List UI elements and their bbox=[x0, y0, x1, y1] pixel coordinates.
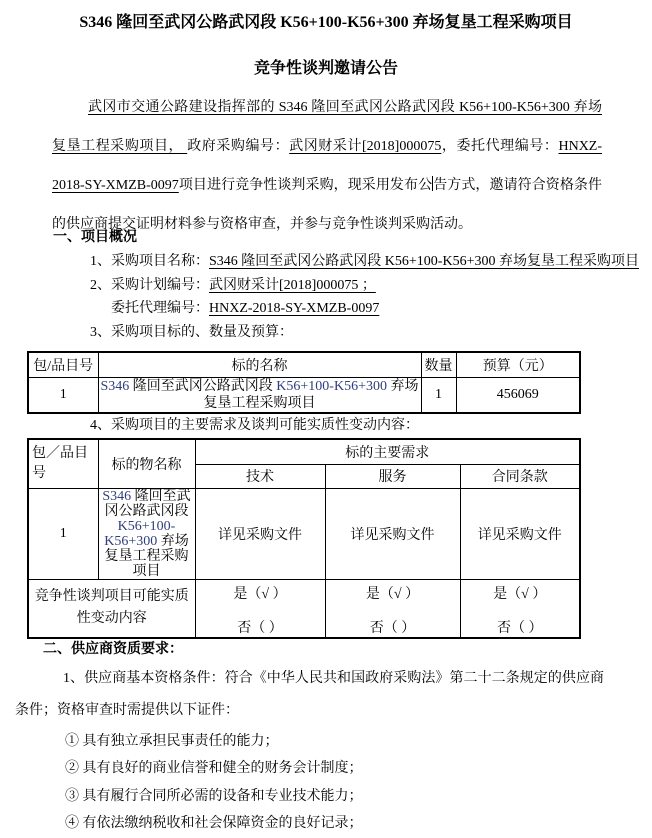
no-option: 否（ ） bbox=[237, 620, 283, 636]
table1-data-row bbox=[28, 377, 580, 413]
yes-option: 是（√ ） bbox=[493, 586, 547, 602]
intro-text-2: ，委托代理编号： bbox=[441, 139, 559, 154]
change-contract-cell bbox=[460, 579, 580, 638]
change-tech-cell bbox=[195, 579, 325, 638]
procurement-number: 武冈财采计[2018]000075 bbox=[289, 139, 442, 154]
change-service-cell bbox=[325, 579, 460, 638]
item2b-label: 委托代理编号： bbox=[111, 301, 209, 316]
name-part-latin2: K56+100-K56+300 bbox=[276, 378, 387, 394]
no-option: 否（ ） bbox=[497, 620, 543, 636]
table2-header-service: 服务 bbox=[325, 464, 460, 488]
table1-header-package: 包/品目号 bbox=[28, 352, 98, 377]
announcement-type-title: 竞争性谈判邀请公告 bbox=[253, 60, 398, 77]
item-plan-number bbox=[90, 274, 652, 298]
item1-value: S346 隆回至武冈公路武冈段 K56+100-K56+300 弃场复垦工程采购项目 bbox=[209, 254, 639, 269]
item1-label: 1、采购项目名称： bbox=[90, 254, 209, 269]
intro-text: 政府采购编号： bbox=[187, 139, 290, 154]
name2-part-latin1: S346 bbox=[102, 488, 132, 504]
name-part-cjk2: 弃场复垦工程采购项目 bbox=[203, 378, 419, 411]
item-project-name bbox=[90, 250, 652, 274]
name-part-cjk1: 隆回至武冈公路武冈段 bbox=[129, 378, 277, 394]
name2-part-cjk2: 弃场复垦工程采购项目 bbox=[104, 533, 189, 579]
table2-package-no: 1 bbox=[28, 488, 98, 579]
table2-tech-value: 详见采购文件 bbox=[195, 488, 325, 579]
item-main-requirements: 4、采购项目的主要需求及谈判可能实质性变动内容： bbox=[90, 418, 419, 433]
intro-text-3b: 告方式，邀请符合资格条件的供应商提交证明材料参与资格审查，并参与竞争性谈判采购活动。 bbox=[52, 178, 602, 232]
table1-qty: 1 bbox=[421, 377, 456, 413]
item2-value: 武冈财采计[2018]000075 ； bbox=[209, 277, 376, 293]
item2-label: 2、采购计划编号： bbox=[90, 277, 209, 293]
section1-heading: 一、项目概况 bbox=[53, 230, 137, 245]
procurement-items-table bbox=[27, 351, 581, 414]
table1-header-row bbox=[28, 352, 580, 377]
table2-header-tech: 技术 bbox=[195, 464, 325, 488]
list-item: ① 具有独立承担民事责任的能力； bbox=[65, 733, 279, 749]
document-page bbox=[0, 12, 652, 838]
table2-header-name: 标的物名称 bbox=[98, 439, 195, 488]
item-agency-number bbox=[111, 297, 652, 321]
supplier-qualification-paragraph: 1、供应商基本资格条件：符合《中华人民共和国政府采购法》第二十二条规定的供应商条件；资格审查时需提供以下证件： bbox=[15, 670, 604, 718]
table1-header-qty: 数量 bbox=[421, 352, 456, 377]
name2-part-latin2: K56+100-K56+300 bbox=[104, 518, 176, 549]
intro-project-name: 武冈市交通公路建设指挥部的 S346 隆回至武冈公路武冈段 K56+100-K56+300 弃场复垦工程采购项目， bbox=[52, 100, 602, 154]
change-row-label: 竞争性谈判项目可能实质性变动内容 bbox=[28, 579, 195, 638]
table2-header-row1 bbox=[28, 439, 580, 464]
table2-data-row bbox=[28, 488, 580, 579]
table2-header-package: 包／品目号 bbox=[28, 439, 98, 488]
intro-text-3a: 项目进行竞争性谈判采购，现采用发布公 bbox=[178, 178, 433, 193]
requirements-table bbox=[27, 438, 581, 639]
list-item: ② 具有良好的商业信誉和健全的财务会计制度； bbox=[65, 761, 363, 776]
section2-heading: 二、供应商资质要求： bbox=[43, 641, 183, 657]
table2-contract-value: 详见采购文件 bbox=[460, 488, 580, 579]
list-item: ④ 有依法缴纳税收和社会保障资金的良好记录； bbox=[65, 816, 363, 831]
table1-subject-name bbox=[98, 377, 421, 413]
name-part-latin1: S346 bbox=[100, 378, 130, 394]
table2-change-row bbox=[28, 579, 580, 638]
agency-number: HNXZ-2018-SY-XMZB-0097 bbox=[52, 139, 603, 193]
item2b-value: HNXZ-2018-SY-XMZB-0097 bbox=[209, 301, 380, 316]
table2-subject-name bbox=[98, 488, 195, 579]
no-option: 否（ ） bbox=[369, 620, 416, 636]
item-subject-qty-budget: 3、采购项目标的、数量及预算： bbox=[90, 324, 293, 340]
yes-option: 是（√ ） bbox=[365, 586, 420, 602]
intro-paragraph bbox=[52, 88, 602, 244]
table2-header-main-requirements: 标的主要需求 bbox=[195, 439, 580, 464]
qualification-list bbox=[65, 728, 652, 838]
table2-service-value: 详见采购文件 bbox=[325, 488, 460, 579]
list-item: ③ 具有履行合同所必需的设备和专业技术能力； bbox=[65, 788, 363, 804]
document-title: S346 隆回至武冈公路武冈段 K56+100-K56+300 弃场复垦工程采购项目 bbox=[79, 14, 573, 31]
yes-option: 是（√ ） bbox=[233, 586, 287, 602]
table1-package-no: 1 bbox=[28, 377, 98, 413]
table1-header-budget: 预算（元） bbox=[456, 352, 580, 377]
section1-items bbox=[0, 250, 652, 344]
table1-header-name: 标的名称 bbox=[98, 352, 421, 377]
table2-header-contract: 合同条款 bbox=[460, 464, 580, 488]
name2-part-cjk1: 隆回至武冈公路武冈段 bbox=[104, 488, 191, 519]
table1-budget: 456069 bbox=[456, 377, 580, 413]
